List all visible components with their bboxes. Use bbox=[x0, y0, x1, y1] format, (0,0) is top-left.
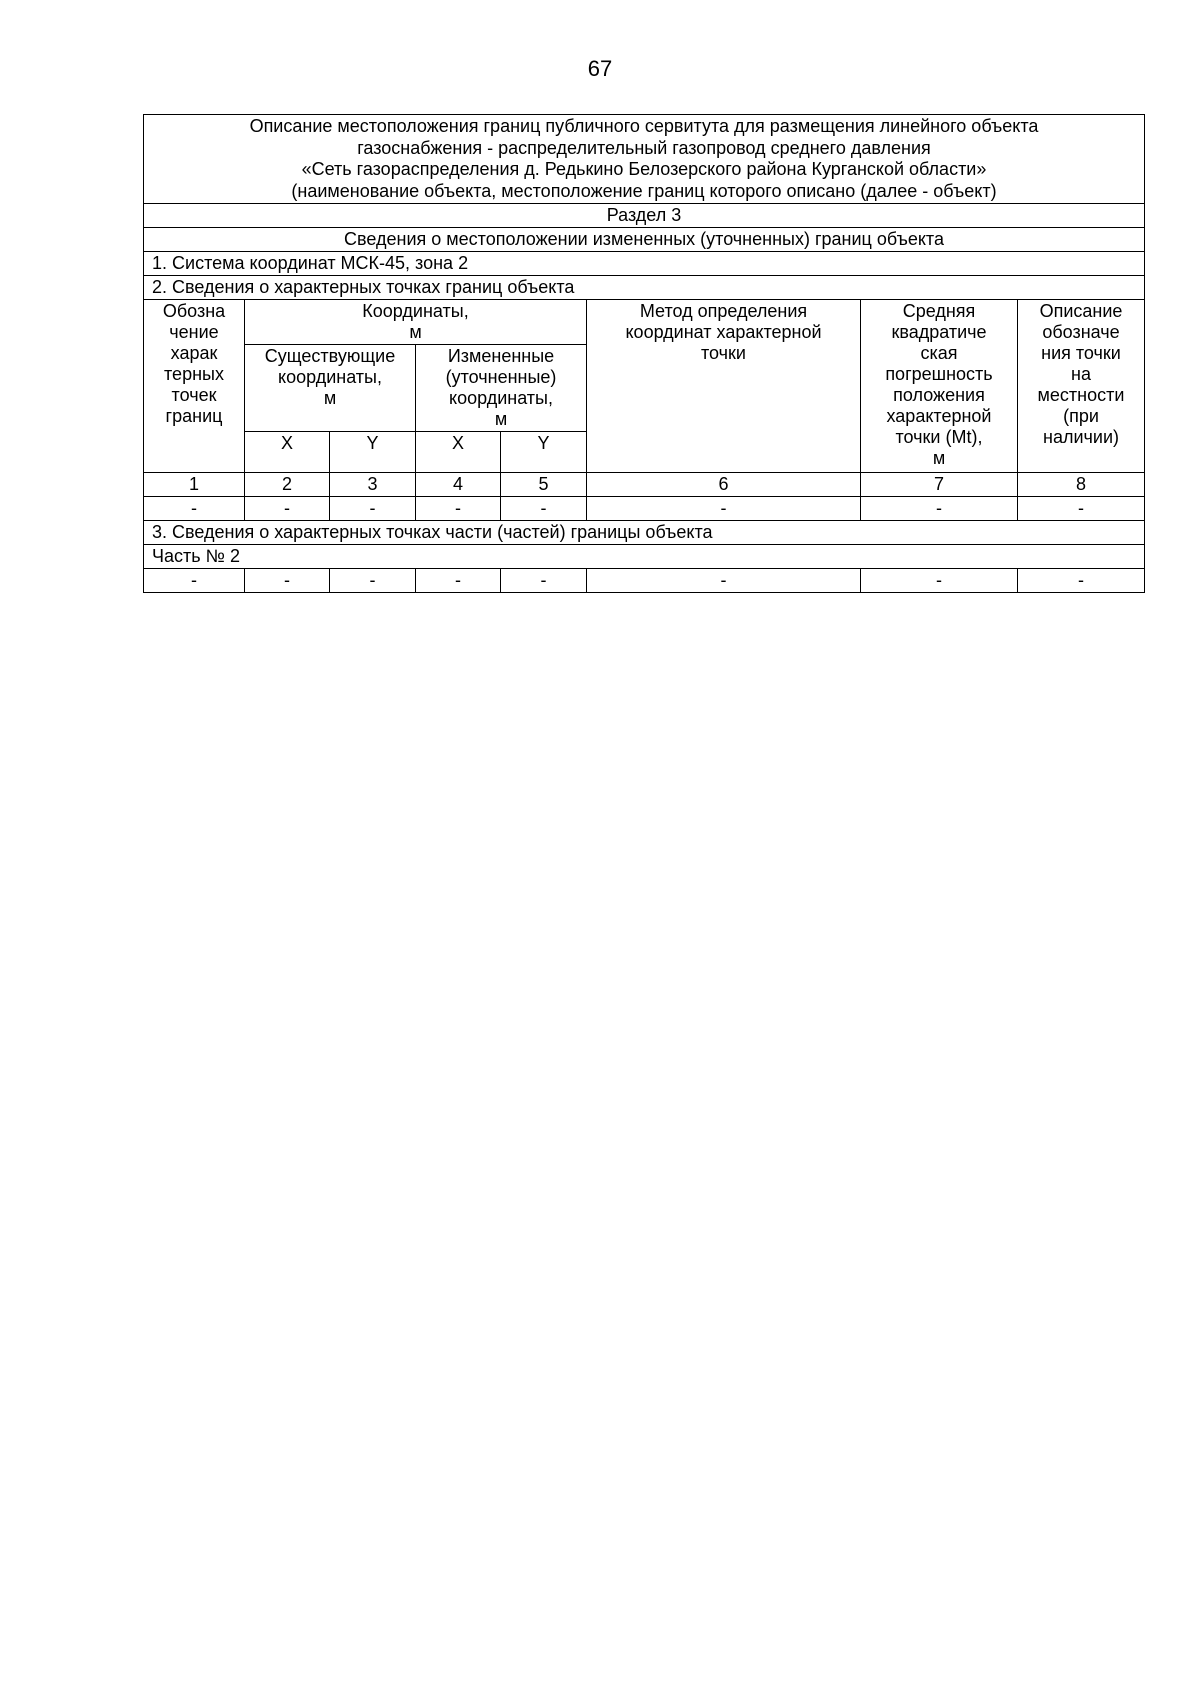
column-number: 3 bbox=[330, 473, 416, 497]
table-cell: - bbox=[587, 569, 861, 593]
table-cell: - bbox=[587, 497, 861, 521]
column-number: 1 bbox=[144, 473, 245, 497]
column-number: 6 bbox=[587, 473, 861, 497]
table-cell: - bbox=[861, 497, 1018, 521]
table-cell: - bbox=[245, 569, 330, 593]
header-method: Метод определения координат характерной точки bbox=[587, 300, 861, 473]
column-number: 8 bbox=[1018, 473, 1145, 497]
table-cell: - bbox=[330, 569, 416, 593]
title-line: (наименование объекта, местоположение границ которого описано (далее - объект) bbox=[291, 180, 997, 201]
table-row bbox=[144, 569, 1145, 593]
table-cell: - bbox=[144, 497, 245, 521]
column-number: 7 bbox=[861, 473, 1018, 497]
table-cell: - bbox=[501, 569, 587, 593]
header-coordinates: Координаты, м bbox=[245, 300, 587, 345]
table-cell: - bbox=[330, 497, 416, 521]
coord-system-row: 1. Система координат МСК-45, зона 2 bbox=[144, 252, 1145, 276]
document-title bbox=[144, 115, 1145, 204]
header-designation: Обозна чение харак терных точек границ bbox=[144, 300, 245, 473]
section-title: Раздел 3 bbox=[144, 204, 1145, 228]
column-number: 5 bbox=[501, 473, 587, 497]
section-subtitle: Сведения о местоположении измененных (уточненных) границ объекта bbox=[144, 228, 1145, 252]
boundary-table bbox=[143, 114, 1145, 593]
table-cell: - bbox=[861, 569, 1018, 593]
table-row bbox=[144, 497, 1145, 521]
header-mean-error: Средняя квадратиче ская погрешность положения характерной точки (Mt), м bbox=[861, 300, 1018, 473]
page-number: 67 bbox=[587, 56, 613, 81]
table-cell: - bbox=[1018, 497, 1145, 521]
header-changed-coords: Измененные (уточненные) координаты, м bbox=[416, 345, 587, 432]
title-line: «Сеть газораспределения д. Редькино Белозерского района Курганской области» bbox=[301, 159, 987, 179]
points-heading-row: 2. Сведения о характерных точках границ объекта bbox=[144, 276, 1145, 300]
header-x-existing: X bbox=[245, 432, 330, 473]
part-label-row: Часть № 2 bbox=[144, 545, 1145, 569]
column-number: 2 bbox=[245, 473, 330, 497]
table-cell: - bbox=[245, 497, 330, 521]
header-x-changed: X bbox=[416, 432, 501, 473]
table-cell: - bbox=[144, 569, 245, 593]
title-line: Описание местоположения границ публичного сервитута для размещения линейного объекта bbox=[249, 116, 1039, 136]
header-existing-coords: Существующие координаты, м bbox=[245, 345, 416, 432]
column-numbers-row bbox=[144, 473, 1145, 497]
header-point-description: Описание обозначе ния точки на местности (при наличии) bbox=[1018, 300, 1145, 473]
parts-heading-row: 3. Сведения о характерных точках части (частей) границы объекта bbox=[144, 521, 1145, 545]
table-cell: - bbox=[416, 497, 501, 521]
table-cell: - bbox=[416, 569, 501, 593]
header-y-changed: Y bbox=[501, 432, 587, 473]
column-number: 4 bbox=[416, 473, 501, 497]
title-line: газоснабжения - распределительный газопровод среднего давления bbox=[357, 137, 931, 158]
table-cell: - bbox=[501, 497, 587, 521]
header-y-existing: Y bbox=[330, 432, 416, 473]
table-cell: - bbox=[1018, 569, 1145, 593]
